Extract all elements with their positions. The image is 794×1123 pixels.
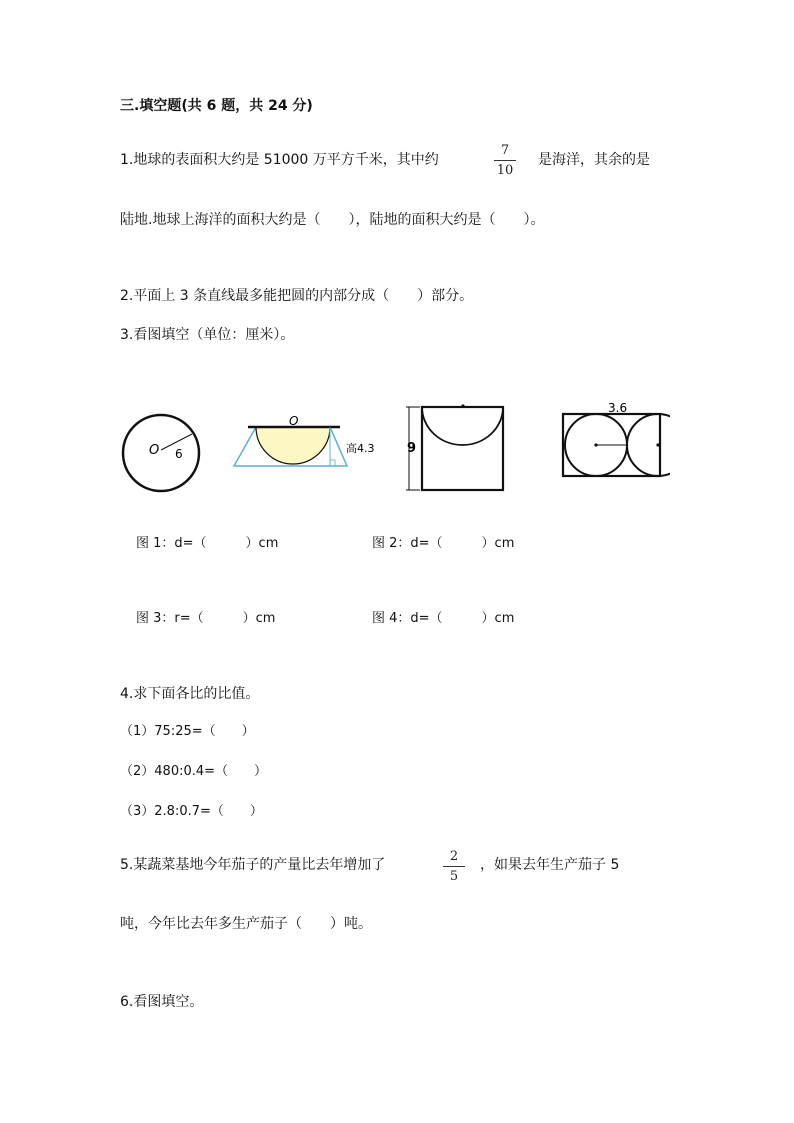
fraction-bar [494, 160, 516, 161]
q1-fraction [494, 143, 516, 178]
q5-line1-after: ，如果去年生产茄子 5 [480, 857, 620, 873]
fig3-answer: 图 3：r=（ ）cm [136, 611, 276, 626]
section-title: 三.填空题(共 6 题，共 24 分) [120, 98, 313, 114]
fig4-top-label: 3.6 [608, 401, 628, 415]
fig1-radius-label: 6 [175, 447, 183, 461]
q4-title: 4.求下面各比的比值。 [120, 686, 260, 702]
q6-text: 6.看图填空。 [120, 994, 204, 1010]
q1-fraction-denominator: 10 [496, 163, 514, 178]
fig4-answer: 图 4：d=（ ）cm [372, 611, 515, 626]
q1-line1-text: 1.地球的表面积大约是 51000 万平方千米，其中约 [120, 152, 439, 168]
figure-3-square-semicircle [402, 402, 506, 492]
q1-fraction-numerator: 7 [500, 143, 510, 158]
fig2-answer: 图 2：d=（ ）cm [372, 536, 515, 551]
fig1-center-label: O [149, 443, 160, 458]
q5-fraction-numerator: 2 [449, 849, 459, 864]
fig1-answer: 图 1：d=（ ）cm [136, 536, 279, 551]
fig3-side-label: 9 [407, 441, 417, 456]
q3-title: 3.看图填空（单位：厘米）。 [120, 327, 295, 343]
q2-text: 2.平面上 3 条直线最多能把圆的内部分成（ ）部分。 [120, 288, 474, 304]
figure-4-rectangle-circles [560, 398, 670, 478]
fig2-center-label: O [289, 414, 299, 428]
q4-item-1: （1）75:25=（ ） [120, 724, 255, 739]
q5-fraction [443, 849, 465, 884]
q5-fraction-denominator: 5 [449, 869, 459, 884]
figure-1-circle [118, 408, 208, 498]
q1-line1-after: 是海洋，其余的是 [538, 152, 650, 168]
figure-2-semicircle-trapezoid [230, 414, 390, 474]
q5-line1-text: 5.某蔬菜基地今年茄子的产量比去年增加了 [120, 857, 386, 873]
fig2-height-label: 高4.3 [346, 442, 375, 455]
fraction-bar [443, 866, 465, 867]
q5-line2-text: 吨，今年比去年多生产茄子（ ）吨。 [120, 916, 372, 932]
q1-line2-text: 陆地.地球上海洋的面积大约是（ ），陆地的面积大约是（ ）。 [120, 212, 545, 228]
q4-item-2: （2）480:0.4=（ ） [120, 764, 268, 779]
q4-item-3: （3）2.8:0.7=（ ） [120, 804, 263, 819]
